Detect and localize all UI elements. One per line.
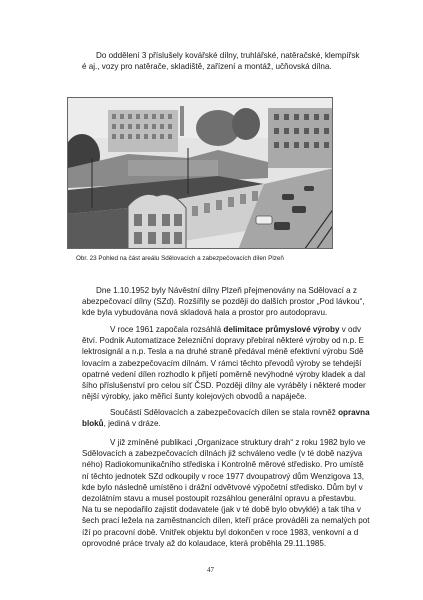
- text-line: kde bylo následně umístěno i drážní odvětvové výpočetní středisko. Dům byl v: [82, 482, 363, 492]
- text-line: šech prací ležela na zaměstnancích dílen, kteří práce prováděli za nemalých pot: [82, 516, 370, 526]
- text-line: dezolátním stavu a musel postoupit rozsáhlou generální opravu a přestavbu.: [82, 494, 357, 504]
- text-run: v odv: [339, 325, 362, 334]
- text-line: [110, 407, 368, 418]
- text-line: V již zmíněné publikaci „Organizace struktury drah“ z roku 1982 bylo ve: [110, 438, 366, 447]
- text-line: kde byla vybudována nová skladová hala a prostor pro autodopravu.: [82, 308, 328, 318]
- text-line: nější výrobky, jako měřicí šunty kolejových obvodů a napáječe.: [82, 392, 307, 402]
- paragraph-delimitation: [82, 324, 368, 402]
- page-number: 47: [207, 566, 214, 574]
- text-line: [82, 418, 368, 429]
- bold-text: delimitace průmyslové výroby: [223, 325, 340, 334]
- text-line: šího příslušenství pro celou síť ČSD. Později dílny ale vyráběly i některé moder: [82, 381, 366, 391]
- text-line: Na tu se nepodařilo zajistit dodavatele (jak v té době bylo obvyklé) a tak tíha v: [82, 505, 361, 515]
- text-line: ní těchto jednotek SZd odkoupily v roce 1977 dvoupatrový dům Wenzigova 13,: [82, 471, 364, 481]
- text-run: , jediná v dráze.: [103, 419, 161, 429]
- text-line: oprovodné práce trvaly až do kolaudace, která proběhla 29.11.1985.: [82, 538, 327, 548]
- photo-railway-workshops: [68, 98, 333, 249]
- figure-photo: [67, 97, 333, 249]
- paragraph-wenzigova-house: [82, 437, 370, 549]
- text-line: é aj., vozy pro natěrače, skladiště, zařízení a montáž, učňovská dílna.: [82, 62, 332, 72]
- text-line: [110, 324, 368, 335]
- paragraph-block-repair: [82, 407, 370, 429]
- text-line: Sdělovacích a zabezpečovacích dílnách již schváleno vedle (v té době nazýva: [82, 449, 363, 459]
- text-run: Součástí Sdělovacích a zabezpečovacích dílen se stala rovněž: [110, 408, 339, 417]
- text-line: ětví. Podnik Automatizace železniční dopravy přebíral některé výroby od n.p. E: [82, 336, 365, 346]
- text-line: ného) Radiokomunikačního střediska i Kontrolně měrové středisko. Pro umístě: [82, 460, 364, 470]
- text-line: Dne 1.10.1952 byly Návěstní dílny Plzeň přejmenovány na Sdělovací a z: [96, 286, 357, 295]
- text-line: opatrné vedení dílen rozhodlo k přijetí poměrně nevýhodné výroby kladek a dal: [82, 369, 366, 379]
- text-run: V roce 1961 započala rozsáhlá: [110, 325, 224, 334]
- text-line: abezpečovací dílny (SZd). Rozšířily se později do dalších prostor „Pod lávkou“,: [82, 297, 365, 307]
- bold-text: opravna: [338, 408, 370, 417]
- text-line: lovacím a zabezpečovacím dílnám. V rámci těchto převodů výroby se tehdejší: [82, 358, 362, 368]
- paragraph-renaming: [82, 285, 365, 319]
- text-line: lektrosignál a n.p. Tesla a na druhé straně předával méně efektivní výrobu Sdě: [82, 347, 364, 357]
- text-line: íží po pracovní době. Vnitřek objektu byl dokončen v roce 1983, venkovní a d: [82, 527, 359, 537]
- text-line: Do oddělení 3 příslušely kovářské dílny, truhlářské, natěračské, klempířsk: [96, 51, 360, 60]
- figure-caption: Obr. 23 Pohled na část areálu Sdělovacích a zabezpečovacích dílen Plzeň: [76, 255, 284, 262]
- paragraph-departments: [82, 50, 360, 72]
- bold-text: bloků: [82, 419, 104, 429]
